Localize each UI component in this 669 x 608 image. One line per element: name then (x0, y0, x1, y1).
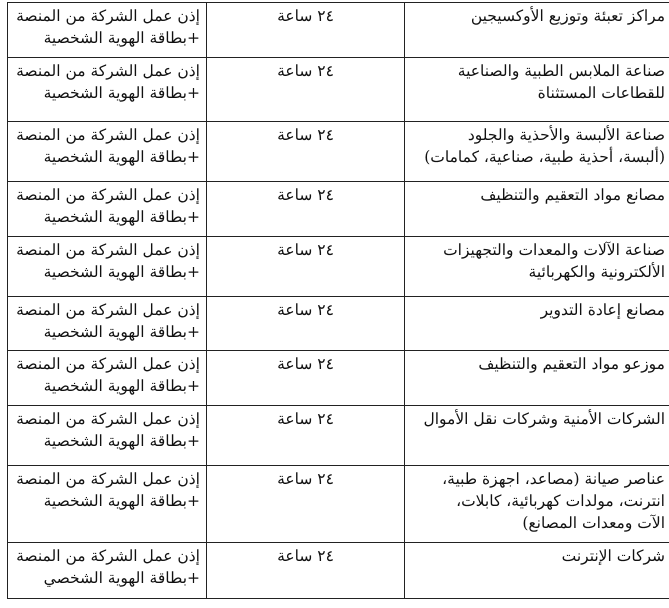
permit-cell (8, 466, 207, 543)
permit-cell (8, 122, 207, 182)
permits-table (7, 2, 669, 599)
permit-text: إذن عمل الشركة من المنصة +بطاقة الهوية الشخصية (16, 301, 200, 341)
permit-cell (8, 543, 207, 599)
table-row (8, 182, 669, 237)
sector-cell (405, 351, 669, 406)
duration-cell (207, 58, 405, 122)
duration-cell (207, 351, 405, 406)
sector-text: مراكز تعبئة وتوزيع الأوكسيجين (470, 7, 665, 25)
permit-text: إذن عمل الشركة من المنصة +بطاقة الهوية الشخصية (16, 7, 200, 47)
table-row (8, 3, 669, 58)
permit-text: إذن عمل الشركة من المنصة +بطاقة الهوية الشخصية (16, 470, 200, 510)
duration-cell (207, 297, 405, 351)
permit-text: إذن عمل الشركة من المنصة +بطاقة الهوية الشخصي (16, 547, 200, 587)
sector-cell (405, 58, 669, 122)
duration-text: ٢٤ ساعة (277, 410, 334, 428)
sector-cell (405, 182, 669, 237)
permit-text: إذن عمل الشركة من المنصة +بطاقة الهوية الشخصية (16, 186, 200, 226)
duration-text: ٢٤ ساعة (277, 470, 334, 488)
permit-text: إذن عمل الشركة من المنصة +بطاقة الهوية الشخصية (16, 62, 200, 102)
sector-cell (405, 237, 669, 297)
duration-text: ٢٤ ساعة (277, 186, 334, 204)
sector-text: مصانع إعادة التدوير (540, 301, 665, 319)
duration-text: ٢٤ ساعة (277, 241, 334, 259)
duration-cell (207, 466, 405, 543)
permit-cell (8, 182, 207, 237)
permit-text: إذن عمل الشركة من المنصة +بطاقة الهوية الشخصية (16, 126, 200, 166)
table-row (8, 58, 669, 122)
sector-cell (405, 122, 669, 182)
permit-cell (8, 297, 207, 351)
sector-cell (405, 3, 669, 58)
sector-cell (405, 543, 669, 599)
permit-cell (8, 351, 207, 406)
duration-cell (207, 182, 405, 237)
permit-text: إذن عمل الشركة من المنصة +بطاقة الهوية الشخصية (16, 241, 200, 281)
sector-text: شركات الإنترنت (561, 547, 665, 565)
table-row (8, 406, 669, 466)
permit-cell (8, 58, 207, 122)
duration-text: ٢٤ ساعة (277, 301, 334, 319)
permit-cell (8, 237, 207, 297)
sector-text: صناعة الألبسة والأحذية والجلود (ألبسة، أحذية طبية، صناعية، كمامات) (424, 126, 665, 166)
duration-text: ٢٤ ساعة (277, 7, 334, 25)
duration-text: ٢٤ ساعة (277, 547, 334, 565)
table-row (8, 297, 669, 351)
duration-text: ٢٤ ساعة (277, 126, 334, 144)
table-row (8, 237, 669, 297)
sector-text: الشركات الأمنية وشركات نقل الأموال (423, 410, 665, 428)
permit-cell (8, 406, 207, 466)
duration-cell (207, 237, 405, 297)
sector-cell (405, 466, 669, 543)
duration-cell (207, 122, 405, 182)
sector-text: صناعة الملابس الطبية والصناعية للقطاعات المستثناة (457, 62, 665, 102)
sector-text: مصانع مواد التعقيم والتنظيف (480, 186, 665, 204)
duration-text: ٢٤ ساعة (277, 62, 334, 80)
sector-text: صناعة الآلات والمعدات والتجهيزات الألكترونية والكهربائية (443, 241, 665, 281)
duration-text: ٢٤ ساعة (277, 355, 334, 373)
permit-cell (8, 3, 207, 58)
permit-text: إذن عمل الشركة من المنصة +بطاقة الهوية الشخصية (16, 410, 200, 450)
table-row (8, 543, 669, 599)
permit-text: إذن عمل الشركة من المنصة +بطاقة الهوية الشخصية (16, 355, 200, 395)
sector-cell (405, 406, 669, 466)
sector-cell (405, 297, 669, 351)
table-row (8, 466, 669, 543)
table-row (8, 351, 669, 406)
table-row (8, 122, 669, 182)
sector-text: عناصر صيانة (مصاعد، اجهزة طبية، انترنت، مولدات كهربائية، كابلات، الآت ومعدات المصانع) (442, 470, 665, 532)
duration-cell (207, 3, 405, 58)
duration-cell (207, 543, 405, 599)
sector-text: موزعو مواد التعقيم والتنظيف (478, 355, 665, 373)
duration-cell (207, 406, 405, 466)
